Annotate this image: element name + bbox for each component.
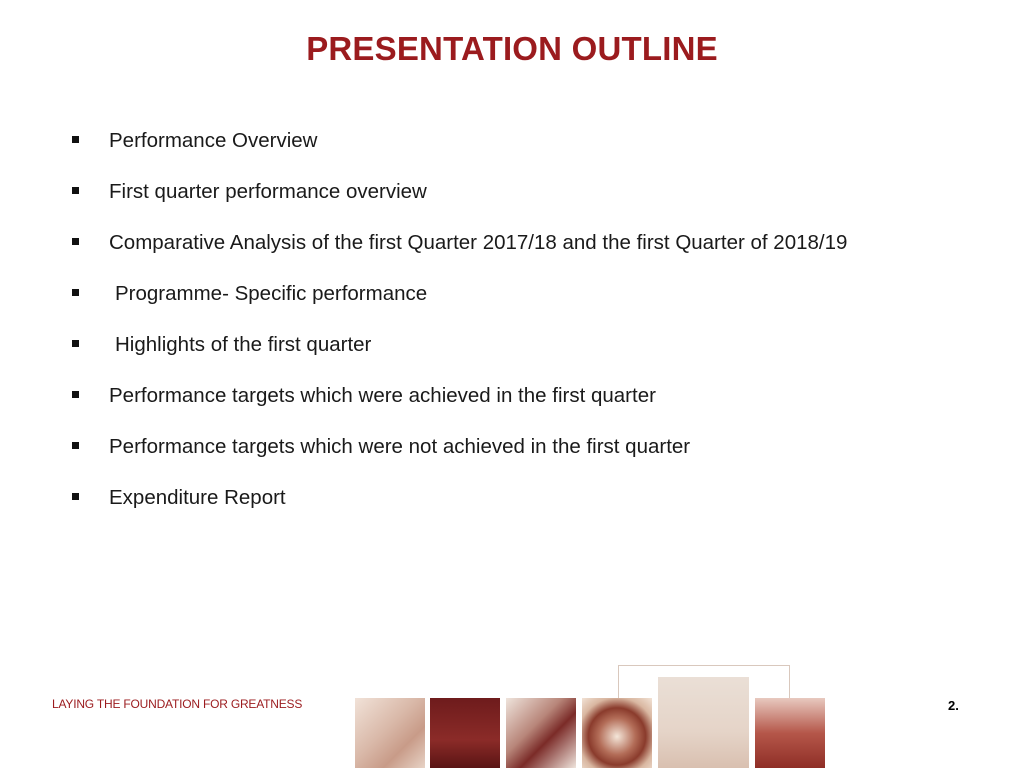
bullet-square-icon: [72, 493, 79, 500]
slide-title: PRESENTATION OUTLINE: [306, 30, 718, 67]
outline-item: [72, 475, 932, 521]
outline-item-text: Highlights of the first quarter: [115, 333, 372, 356]
outline-list: [72, 118, 932, 526]
bullet-square-icon: [72, 289, 79, 296]
dancing-people-photo: [430, 698, 500, 768]
outline-item: [72, 169, 932, 215]
outline-item: [72, 424, 932, 470]
beadwork-photo: [582, 698, 652, 768]
outline-item-text: First quarter performance overview: [109, 180, 427, 203]
outline-item: [72, 118, 932, 164]
outline-item: [72, 220, 932, 266]
ballet-shoes-photo: [658, 677, 749, 768]
page-number: 2.: [948, 698, 959, 713]
footer-tagline: LAYING THE FOUNDATION FOR GREATNESS: [52, 697, 303, 711]
bullet-square-icon: [72, 340, 79, 347]
outline-item-text: Performance targets which were achieved in the first quarter: [109, 384, 656, 407]
outline-item: [72, 271, 932, 317]
outline-item-text: Performance targets which were not achieved in the first quarter: [109, 435, 691, 458]
bullet-square-icon: [72, 238, 79, 245]
outline-item: [72, 373, 932, 419]
outline-item-text: Programme- Specific performance: [115, 282, 428, 305]
saxophone-player-photo: [755, 698, 825, 768]
bullet-square-icon: [72, 442, 79, 449]
outline-item-text: Performance Overview: [109, 129, 318, 152]
bullet-square-icon: [72, 136, 79, 143]
film-reel-photo: [506, 698, 576, 768]
bullet-square-icon: [72, 391, 79, 398]
outline-item-text: Expenditure Report: [109, 486, 286, 509]
writing-hand-photo: [355, 698, 425, 768]
bullet-square-icon: [72, 187, 79, 194]
outline-item: [72, 322, 932, 368]
outline-item-text: Comparative Analysis of the first Quarter 2017/18 and the first Quarter of 2018/19: [109, 231, 848, 254]
